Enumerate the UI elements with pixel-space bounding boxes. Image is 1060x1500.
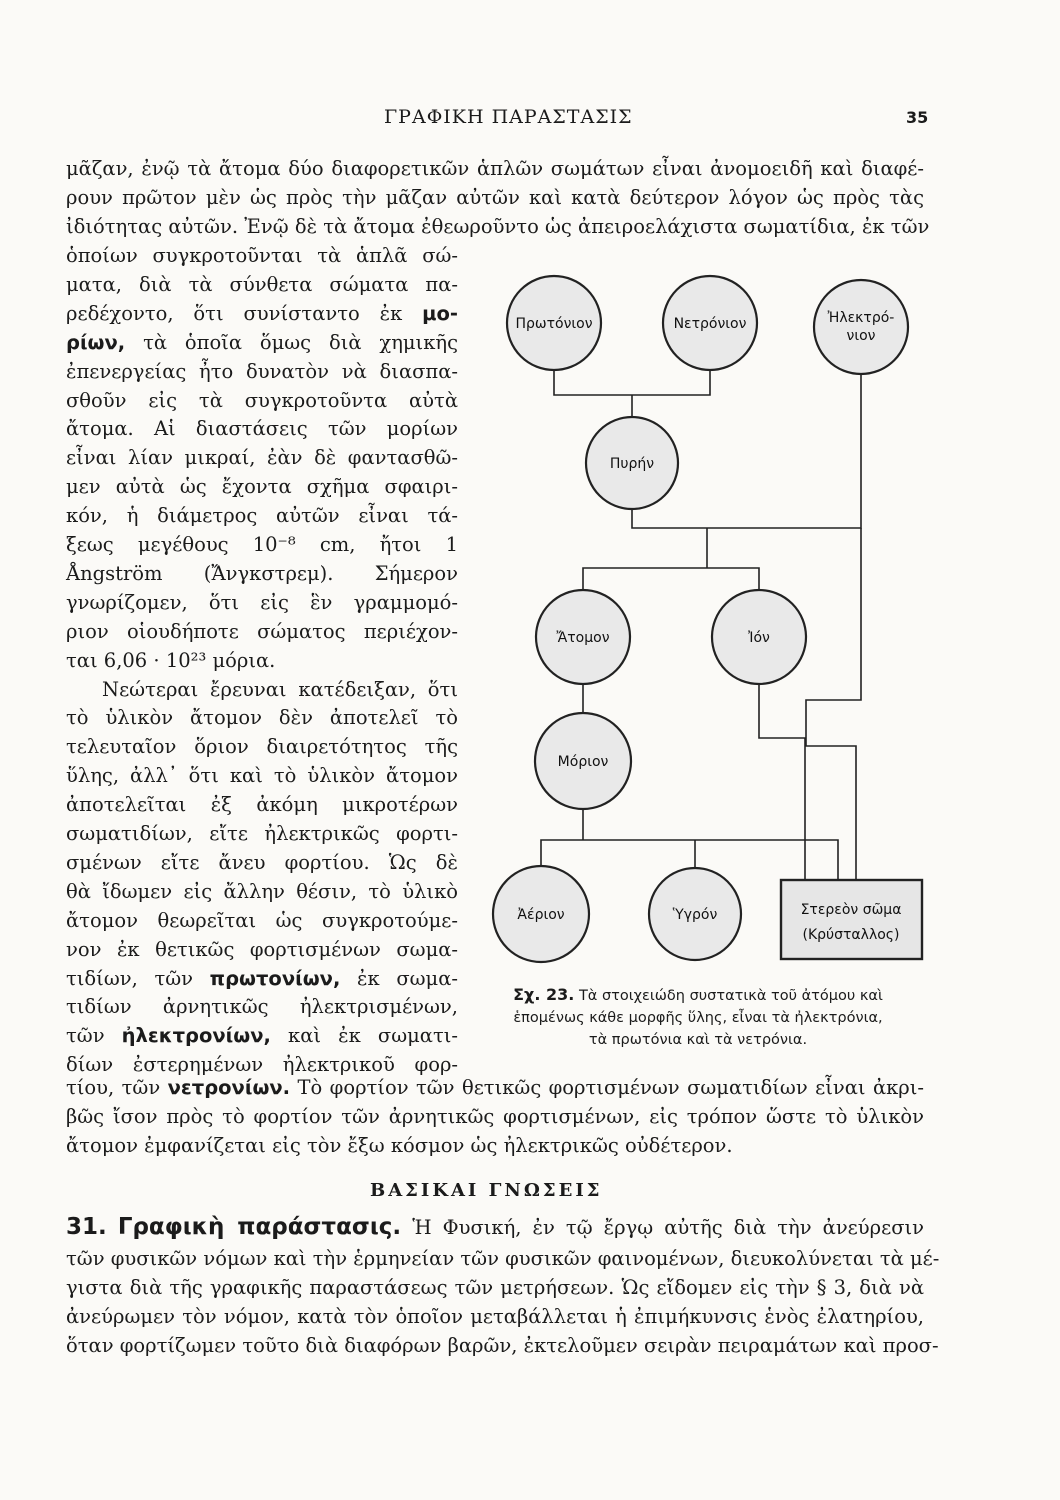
node-ion — [712, 590, 806, 684]
text-line: γνωρίζομεν, ὅτι εἰς ἓν γραμμομό- — [66, 590, 458, 614]
text-run: τίου, τῶν — [66, 1076, 168, 1099]
node-molecule — [535, 713, 631, 809]
text-line: εἶναι λίαν μικραί, ἐὰν δὲ φαντασθῶ- — [66, 446, 458, 470]
connector-ion-solid — [759, 684, 805, 880]
bold-term: ρίων, — [66, 330, 126, 354]
text-line: τελευταῖον ὅριον διαιρετότητος τῆς — [66, 735, 458, 759]
text-run: Τὸ φορτίον τῶν θετικῶς φορτισμένων σωματιδίων εἶναι ἀκρι- — [290, 1076, 925, 1099]
running-title: ΓΡΑΦΙΚΗ ΠΑΡΑΣΤΑΣΙΣ — [384, 106, 633, 128]
node-molecule-label: Μόριον — [557, 754, 609, 770]
node-solid — [781, 880, 922, 959]
node-electron-label-2: νιον — [846, 328, 876, 344]
text-line: θὰ ἴδωμεν εἰς ἄλλην θέσιν, τὸ ὑλικὸ — [66, 879, 458, 903]
text-line: σωματιδίων, εἴτε ἠλεκτρικῶς φορτι- — [66, 822, 458, 845]
text-line: ἰδιότητας αὐτῶν. Ἐνῷ δὲ τὰ ἄτομα ἐθεωροῦντο ὡς ἀπειροελάχιστα σωματίδια, ἐκ τῶν — [66, 214, 930, 238]
text-line: ὅταν φορτίζωμεν τοῦτο διὰ διαφόρων βαρῶν, ἐκτελοῦμεν σειρὰν πειραμάτων καὶ προσ- — [66, 1334, 939, 1357]
text-line: Νεώτεραι ἔρευναι κατέδειξαν, ὅτι — [102, 677, 458, 701]
text-run: τὰ ὁποῖα ὅμως διὰ χημικῆς — [125, 330, 458, 354]
text-line: τιδίων ἀρνητικῶς ἠλεκτρισμένων, — [66, 995, 458, 1019]
connector-atom-ion — [583, 568, 759, 590]
bold-term: πρωτονίων, — [209, 966, 341, 990]
bold-term: ἠλεκτρονίων, — [121, 1024, 271, 1048]
text-line: ἄτομα. Αἱ διαστάσεις τῶν μορίων — [66, 417, 458, 441]
text-run: τιδίων, τῶν — [66, 966, 210, 990]
text-line: ὕλης, ἀλλ᾽ ὅτι καὶ τὸ ὑλικὸν ἄτομον — [66, 764, 458, 788]
text-line: μᾶζαν, ἐνῷ τὰ ἄτομα δύο διαφορετικῶν ἁπλῶν σωμάτων εἶναι ἀνομοειδῆ καὶ διαφέ- — [66, 157, 924, 180]
text-line: ὁποίων συγκροτοῦνται τὰ ἁπλᾶ σώ- — [66, 244, 458, 267]
text-line: ἄτομον θεωρεῖται ὡς συγκροτούμε- — [66, 908, 458, 932]
figure-caption — [470, 984, 926, 1051]
page-number: 35 — [906, 108, 929, 127]
text-run: καὶ ἐκ σωματι- — [270, 1024, 458, 1048]
section-first-line: Ἡ Φυσική, ἐν τῷ ἔργῳ αὐτῆς διὰ τὴν ἀνεύρεσιν — [401, 1216, 925, 1239]
connector-proton-neutron — [554, 370, 710, 395]
section-title: Γραφικὴ παράστασις. — [117, 1214, 402, 1240]
node-solid-label-1: Στερεὸν σῶμα — [800, 902, 902, 918]
node-liquid-label: Ὑγρόν — [672, 907, 718, 923]
node-electron — [814, 280, 908, 374]
text-line: ματα, διὰ τὰ σύνθετα σώματα πα- — [66, 272, 458, 296]
node-proton — [507, 276, 601, 370]
caption-line-2: ἑπομένως κάθε μορφῆς ὕλης, εἶναι τὰ ἠλεκτρόνια, — [513, 1010, 883, 1026]
text-line: ξεως μεγέθους 10⁻⁸ cm, ἤτοι 1 — [66, 533, 458, 556]
node-atom — [536, 590, 630, 684]
text-line: ριον οἱουδήποτε σώματος περιέχον- — [66, 619, 458, 643]
text-line: κόν, ἡ διάμετρος αὐτῶν εἶναι τά- — [66, 504, 458, 528]
node-proton-label: Πρωτόνιον — [515, 316, 593, 332]
text-line: μεν αὐτὰ ὡς ἔχοντα σχῆμα σφαιρι- — [66, 475, 458, 499]
text-line: βῶς ἴσον πρὸς τὸ φορτίον τῶν ἀρνητικῶς φορτισμένων, εἰς τρόπον ὥστε τὸ ὑλικὸν — [66, 1104, 924, 1128]
node-neutron-label: Νετρόνιον — [673, 316, 747, 332]
text-run: τῶν — [66, 1024, 122, 1048]
text-line: γιστα διὰ τῆς γραφικῆς παραστάσεως τῶν μετρήσεων. Ὡς εἴδομεν εἰς τὴν § 3, διὰ νὰ — [66, 1276, 924, 1299]
text-line: σθοῦν εἰς τὰ συγκροτοῦντα αὐτὰ — [66, 388, 458, 412]
text-run: ἐκ σωμα- — [340, 966, 458, 990]
section-heading: ΒΑΣΙΚΑΙ ΓΝΩΣΕΙΣ — [370, 1180, 603, 1201]
text-run: ρεδέχοντο, ὅτι συνίσταντο ἐκ — [66, 301, 423, 325]
text-line: ἀνεύρωμεν τὸν νόμον, κατὰ τὸν ὁποῖον μεταβάλλεται ἡ ἐπιμήκυνσις ἑνὸς ἐλατηρίου, — [66, 1305, 924, 1328]
text-line: ἐπενεργείας ἦτο δυνατὸν νὰ διασπα- — [66, 359, 458, 383]
text-line: σμένων εἴτε ἄνευ φορτίου. Ὡς δὲ — [66, 850, 458, 874]
text-line: ἀποτελεῖται ἐξ ἀκόμη μικροτέρων — [66, 793, 458, 817]
node-liquid — [649, 868, 741, 960]
section-title-line — [66, 1212, 924, 1243]
text-line: νον ἐκ θετικῶς φορτισμένων σωμα- — [66, 937, 458, 961]
caption-line-3: τὰ πρωτόνια καὶ τὰ νετρόνια. — [588, 1032, 808, 1048]
node-neutron — [663, 276, 757, 370]
bold-term: μο- — [422, 301, 458, 325]
node-nucleus-label: Πυρήν — [609, 456, 655, 472]
node-gas — [493, 866, 589, 962]
node-atom-label: Ἄτομον — [556, 630, 610, 646]
text-line: τὸ ὑλικὸν ἄτομον δὲν ἀποτελεῖ τὸ — [66, 706, 458, 730]
text-line: τῶν φυσικῶν νόμων καὶ τὴν ἑρμηνείαν τῶν φυσικῶν φαινομένων, διευκολύνεται τὰ μέ- — [66, 1247, 940, 1270]
section-number: 31. — [66, 1214, 107, 1240]
node-nucleus — [586, 417, 678, 509]
text-line: Ångström (Ἄνγκστρεμ). Σήμερον — [66, 561, 458, 585]
connector-ion-side — [806, 528, 861, 880]
bold-term: νετρονίων. — [167, 1076, 291, 1099]
node-gas-label: Ἀέριον — [517, 907, 565, 923]
text-line: ρουν πρῶτον μὲν ὡς πρὸς τὴν μᾶζαν αὐτῶν καὶ κατὰ δεύτερον λόγον ὡς πρὸς τὰς — [66, 185, 924, 209]
text-line: ἄτομον ἐμφανίζεται εἰς τὸν ἔξω κόσμον ὡς ἠλεκτρικῶς οὐδέτερον. — [66, 1133, 733, 1157]
caption-line-1: Τὰ στοιχειώδη συστατικὰ τοῦ ἀτόμου καὶ — [574, 988, 883, 1004]
text-line: δίων ἐστερημένων ἠλεκτρικοῦ φορ- — [66, 1053, 458, 1077]
node-electron-label-1: Ἠλεκτρό- — [827, 310, 895, 326]
node-solid-label-2: (Κρύσταλλος) — [802, 927, 900, 943]
text-line: ται 6,06 · 10²³ μόρια. — [66, 648, 276, 672]
caption-label: Σχ. 23. — [513, 985, 575, 1004]
node-ion-label: Ἰόν — [748, 630, 770, 646]
